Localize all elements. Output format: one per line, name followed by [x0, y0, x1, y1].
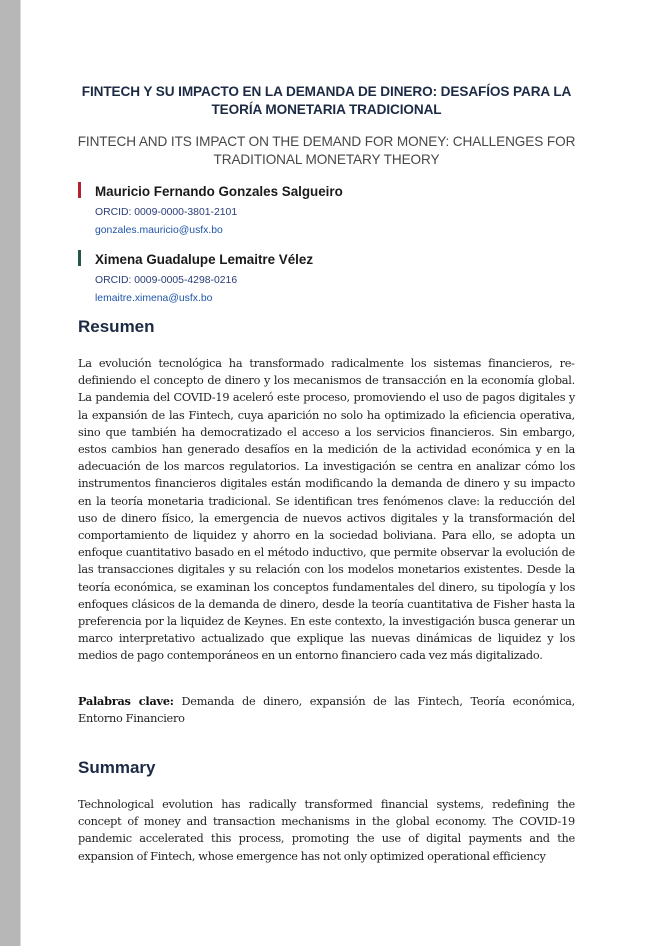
- title-spanish: FINTECH Y SU IMPACTO EN LA DEMANDA DE DINERO: DESAFÍOS PARA LA TEORÍA MONETARIA TRADICIONAL: [81, 84, 572, 117]
- summary-text: Technological evolution has radically transformed financial systems, redefining the concept of money and transaction mechanisms in the global economy. The COVID-19 pandemic accelerated this process, promoting the use of digital payments and the expansion of Fintech, whose emergence has not only optimized operational efficiency: [78, 798, 575, 863]
- author-orcid[interactable]: ORCID: 0009-0000-3801-2101: [95, 207, 238, 218]
- author-email[interactable]: lemaitre.ximena@usfx.bo: [95, 293, 213, 304]
- page-gutter: [0, 0, 21, 946]
- keywords-label: Palabras clave:: [78, 694, 174, 708]
- keywords-list: Demanda de dinero, expansión de las Fintech, Teoría económica, Entorno Financiero: [78, 695, 575, 726]
- title-english: FINTECH AND ITS IMPACT ON THE DEMAND FOR MONEY: CHALLENGES FOR TRADITIONAL MONETARY THEORY: [77, 134, 576, 167]
- resumen-text: La evolución tecnológica ha transformado radicalmente los sistemas financieros, redefiniendo el concepto de dinero y los mecanismos de transacción en la economía global. La pandemia del COVID-19 aceleró este proceso, promoviendo el uso de pagos digitales y la expansión de las Fintech, cuya aparición no solo ha optimizado la eficiencia operativa, sino que también ha democratizado el acceso a los servicios financieros. Sin embargo, estos cambios han generado desafíos en la medición de la actividad económica y en la adecuación de los marcos regulatorios. La investigación se centra en analizar cómo los instrumentos financieros digitales están modificando la demanda de dinero y su impacto en la teoría monetaria tradicional. Se identifican tres fenómenos clave: la reducción del uso de dinero físico, la emergencia de nuevos activos digitales y la transformación del comportamiento de liquidez y ahorro en la sociedad boliviana. Para ello, se adopta un enfoque cuantitativo basado en el método inductivo, que permite observar la evolución de las transacciones digitales y su relación con los modelos monetarios existentes. Desde la teoría económica, se examinan los conceptos fundamentales del dinero, su tipología y los enfoques clásicos de la demanda de dinero, desde la teoría cuantitativa de Fisher hasta la preferencia por la liquidez de Keynes. En este contexto, la investigación busca generar un marco interpretativo actualizado que explique las nuevas dinámicas de liquidez y los medios de pago contemporáneos en un entorno financiero cada vez más digitalizado.: [78, 357, 575, 663]
- author-accent-bar: [78, 182, 81, 198]
- author-name: Mauricio Fernando Gonzales Salgueiro: [95, 184, 343, 199]
- keywords: [78, 693, 575, 727]
- author-email[interactable]: gonzales.mauricio@usfx.bo: [95, 225, 223, 236]
- author-accent-bar: [78, 250, 81, 266]
- author-orcid[interactable]: ORCID: 0009-0005-4298-0216: [95, 275, 238, 286]
- summary-heading: Summary: [78, 758, 156, 777]
- resumen-heading: Resumen: [78, 317, 155, 336]
- author-name: Ximena Guadalupe Lemaitre Vélez: [95, 252, 314, 267]
